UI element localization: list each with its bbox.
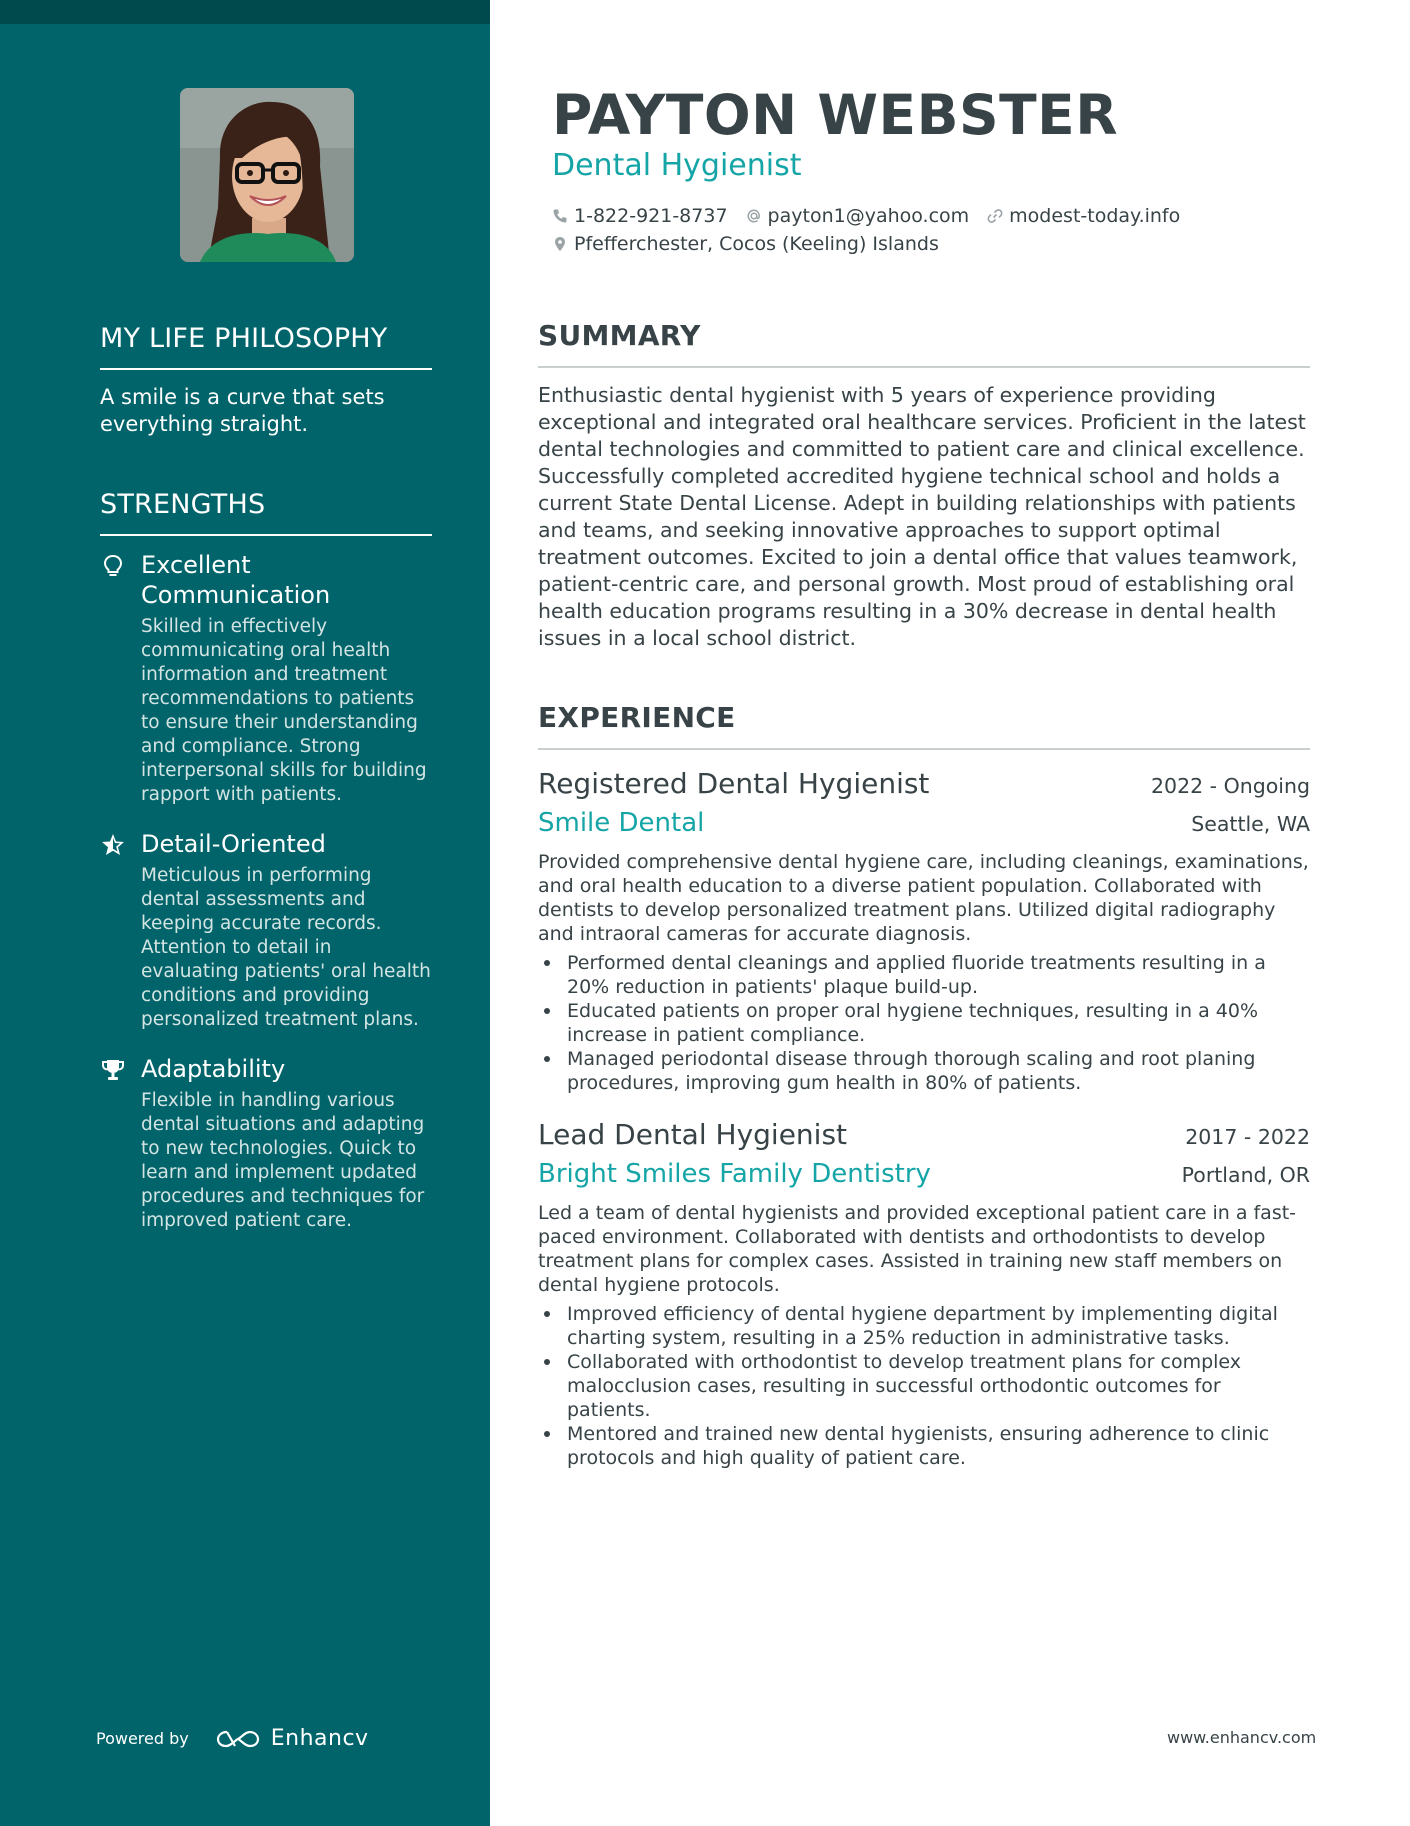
job-description: Led a team of dental hygienists and provided exceptional patient care in a fast-paced environment. Collaborated with dentists and orthodontists to develop treatment plans for complex cases. Assisted in training new staff members on dental hygiene protocols. bbox=[538, 1202, 1297, 1296]
job-achievements bbox=[538, 1302, 1310, 1470]
contact-email[interactable] bbox=[746, 205, 970, 227]
strength-description: Flexible in handling various dental situations and adapting to new technologies. Quick to learn and implement updated procedures and techniques for improved patient care. bbox=[141, 1090, 425, 1231]
phone-text: 1-822-921-8737 bbox=[574, 205, 728, 227]
job-achievement: Improved efficiency of dental hygiene department by implementing digital charting system, resulting in a 25% reduction in administrative tasks. bbox=[538, 1302, 1310, 1350]
strengths-section bbox=[100, 488, 432, 1233]
sidebar-top-bar bbox=[0, 0, 490, 24]
location-pin-icon bbox=[552, 236, 568, 252]
strength-description: Skilled in effectively communicating oral health information and treatment recommendations to patients to ensure their understanding and compliance. Strong interpersonal skills for building rapport with patients. bbox=[141, 616, 427, 805]
job-dates: 2017 - 2022 bbox=[1185, 1125, 1310, 1149]
contact-website[interactable] bbox=[987, 205, 1180, 227]
powered-by bbox=[96, 1726, 369, 1751]
philosophy-heading: MY LIFE PHILOSOPHY bbox=[100, 322, 432, 370]
job-location: Portland, OR bbox=[1181, 1163, 1310, 1187]
job-achievement: Collaborated with orthodontist to develop treatment plans for complex malocclusion cases, resulting in successful orthodontic outcomes for patients. bbox=[538, 1350, 1310, 1422]
strength-item bbox=[100, 829, 432, 1032]
profile-photo bbox=[180, 88, 354, 262]
candidate-name: PAYTON WEBSTER bbox=[552, 83, 1119, 147]
strength-description: Meticulous in performing dental assessments and keeping accurate records. Attention to detail in evaluating patients' oral health conditions and providing personalized treatment plans. bbox=[141, 865, 431, 1030]
job-achievement: Performed dental cleanings and applied fluoride treatments resulting in a 20% reduction in patients' plaque build-up. bbox=[538, 951, 1310, 999]
job-company: Smile Dental bbox=[538, 808, 705, 838]
strength-item bbox=[100, 550, 432, 807]
experience-entry bbox=[538, 766, 1310, 1095]
footer-url[interactable]: www.enhancv.com bbox=[1167, 1728, 1317, 1747]
lightbulb-icon bbox=[100, 553, 126, 579]
philosophy-section bbox=[100, 322, 432, 438]
experience-heading: EXPERIENCE bbox=[538, 700, 1310, 750]
contact-info bbox=[552, 202, 1198, 258]
trophy-icon bbox=[100, 1057, 126, 1083]
job-header bbox=[538, 766, 1310, 802]
job-achievement: Mentored and trained new dental hygienists, ensuring adherence to clinic protocols and high quality of patient care. bbox=[538, 1422, 1310, 1470]
job-achievements bbox=[538, 951, 1310, 1095]
contact-location bbox=[552, 233, 939, 255]
website-text: modest-today.info bbox=[1009, 205, 1181, 227]
enhancv-brand-name: Enhancv bbox=[270, 1726, 369, 1751]
strength-item bbox=[100, 1054, 432, 1233]
powered-by-label: Powered by bbox=[96, 1729, 189, 1748]
profile-photo-image bbox=[180, 88, 354, 262]
candidate-role: Dental Hygienist bbox=[552, 148, 802, 183]
enhancv-logo-icon bbox=[215, 1728, 261, 1750]
phone-icon bbox=[552, 208, 568, 224]
job-achievement: Educated patients on proper oral hygiene techniques, resulting in a 40% increase in patient compliance. bbox=[538, 999, 1310, 1047]
strengths-list bbox=[100, 550, 432, 1233]
summary-section bbox=[538, 318, 1310, 652]
job-subheader bbox=[538, 1157, 1310, 1191]
sidebar bbox=[0, 0, 490, 1826]
job-dates: 2022 - Ongoing bbox=[1151, 774, 1310, 798]
experience-section bbox=[538, 700, 1310, 1470]
at-sign-icon bbox=[746, 208, 762, 224]
location-text: Pfefferchester, Cocos (Keeling) Islands bbox=[574, 233, 939, 255]
link-icon bbox=[987, 208, 1003, 224]
job-title: Registered Dental Hygienist bbox=[538, 767, 930, 800]
summary-text: Enthusiastic dental hygienist with 5 years of experience providing exceptional and integrated oral healthcare services. Proficient in the latest dental technologies and committed to patient care and clinical excellence. Successfully completed accredited hygiene technical school and holds a current State Dental License. Adept in building relationships with patients and teams, and seeking innovative approaches to support optimal treatment outcomes. Excited to join a dental office that values teamwork, patient-centric care, and personal growth. Most proud of establishing oral health education programs resulting in a 30% decrease in dental health issues in a local school district. bbox=[538, 383, 1306, 650]
job-achievement: Managed periodontal disease through thorough scaling and root planing procedures, improving gum health in 80% of patients. bbox=[538, 1047, 1310, 1095]
philosophy-text: A smile is a curve that sets everything straight. bbox=[100, 385, 385, 436]
job-location: Seattle, WA bbox=[1191, 812, 1310, 836]
job-subheader bbox=[538, 806, 1310, 840]
strengths-heading: STRENGTHS bbox=[100, 488, 432, 536]
contact-phone[interactable] bbox=[552, 205, 728, 227]
email-text: payton1@yahoo.com bbox=[767, 205, 970, 227]
job-title: Lead Dental Hygienist bbox=[538, 1118, 848, 1151]
contact-row bbox=[552, 230, 1198, 258]
strength-title: Excellent Communication bbox=[141, 551, 331, 609]
job-description: Provided comprehensive dental hygiene care, including cleanings, examinations, and oral health education to a diverse patient population. Collaborated with dentists to develop personalized treatment plans. Utilized digital radiography and intraoral cameras for accurate diagnosis. bbox=[538, 851, 1309, 945]
job-company: Bright Smiles Family Dentistry bbox=[538, 1159, 931, 1189]
enhancv-logo[interactable] bbox=[215, 1726, 369, 1751]
star-icon bbox=[100, 832, 126, 858]
contact-row bbox=[552, 202, 1198, 230]
job-header bbox=[538, 1117, 1310, 1153]
experience-entry bbox=[538, 1117, 1310, 1470]
summary-heading: SUMMARY bbox=[538, 318, 1310, 368]
strength-title: Detail-Oriented bbox=[141, 830, 326, 858]
strength-title: Adaptability bbox=[141, 1055, 286, 1083]
